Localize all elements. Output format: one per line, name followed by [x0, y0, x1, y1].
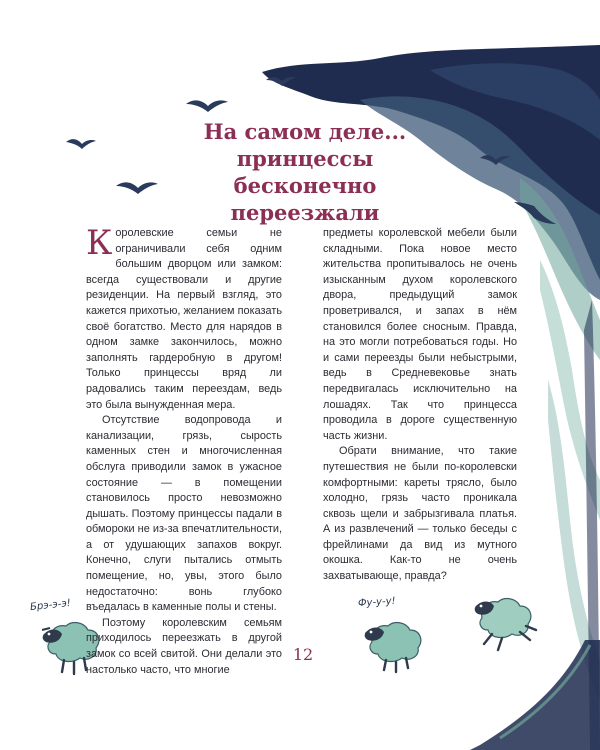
right-column	[323, 226, 517, 585]
bird-icon	[66, 139, 96, 149]
title-line-2: принцессы бесконечно	[233, 146, 377, 198]
paragraph: предметы королевской мебели были складными. Пока новое место жительства пропитывалось не очень изысканным духом королевского двора, предыдущий замок проветривался, и запах в нём становился более сносным. Правда, на это могли потребоваться годы. Но и сами переезды были небыстрыми, ведь в Средневековье знать передвигалась исключительно на лошадях. Так что принцесса проводила в дороге существенную часть жизни.	[323, 227, 517, 442]
paragraph: Отсутствие водопровода и канализации, грязь, сырость каменных стен и многочисленная обслуга приводили замок в ужасное состояние — в помещении становилось просто невозможно дышать. Поэтому принцессы падали в обмороки не из-за впечатлительности, а от удушающих запахов вокруг. Конечно, слуги пытались отмыть помещение, но, увы, этого было недостаточно: вонь глубоко въедалась в каменные полы и стены.	[86, 414, 282, 614]
title-line-1: На самом деле...	[203, 119, 407, 144]
paragraph: Поэтому королевским семьям приходилось переезжать в другой замок со всей свитой. Они делали это настолько часто, что многие	[86, 616, 282, 676]
sheep-icon	[365, 623, 421, 672]
sheep-sound-left: Брэ-э-э!	[29, 597, 72, 614]
left-column	[86, 223, 282, 678]
bird-icon	[116, 182, 158, 194]
page-title	[170, 118, 440, 226]
paragraph	[86, 223, 282, 413]
sheep-icon	[475, 599, 536, 650]
paragraph: Обрати внимание, что такие путешествия не были по-королевски комфортными: кареты трясло, было холодно, грязь часто проникала сквозь щели и забрызгивала платья. А из развлечений — только беседы с фрейлинами да вид из мутного окошка. Как-то не очень захватывающе, правда?	[323, 445, 517, 583]
sheep-sound-right: Фу-у-у!	[357, 595, 396, 610]
page-number: 12	[292, 645, 314, 664]
bird-icon	[186, 100, 228, 112]
title-line-3: переезжали	[230, 200, 380, 225]
corner-swirl	[470, 640, 600, 750]
paragraph-text: оролевские семьи не ограничивали себя одним большим дворцом или замком: всегда существовали и другие резиденции. На первый взгляд, это кажется прихотью, желанием показать своё богатство. Место для нарядов в одном замке закончилось, можно заполнять гардеробную в другом! Только принцессы вряд ли радовались таким переездам, ведь это была вынужденная мера.	[86, 227, 282, 411]
drop-cap: К	[86, 223, 113, 263]
